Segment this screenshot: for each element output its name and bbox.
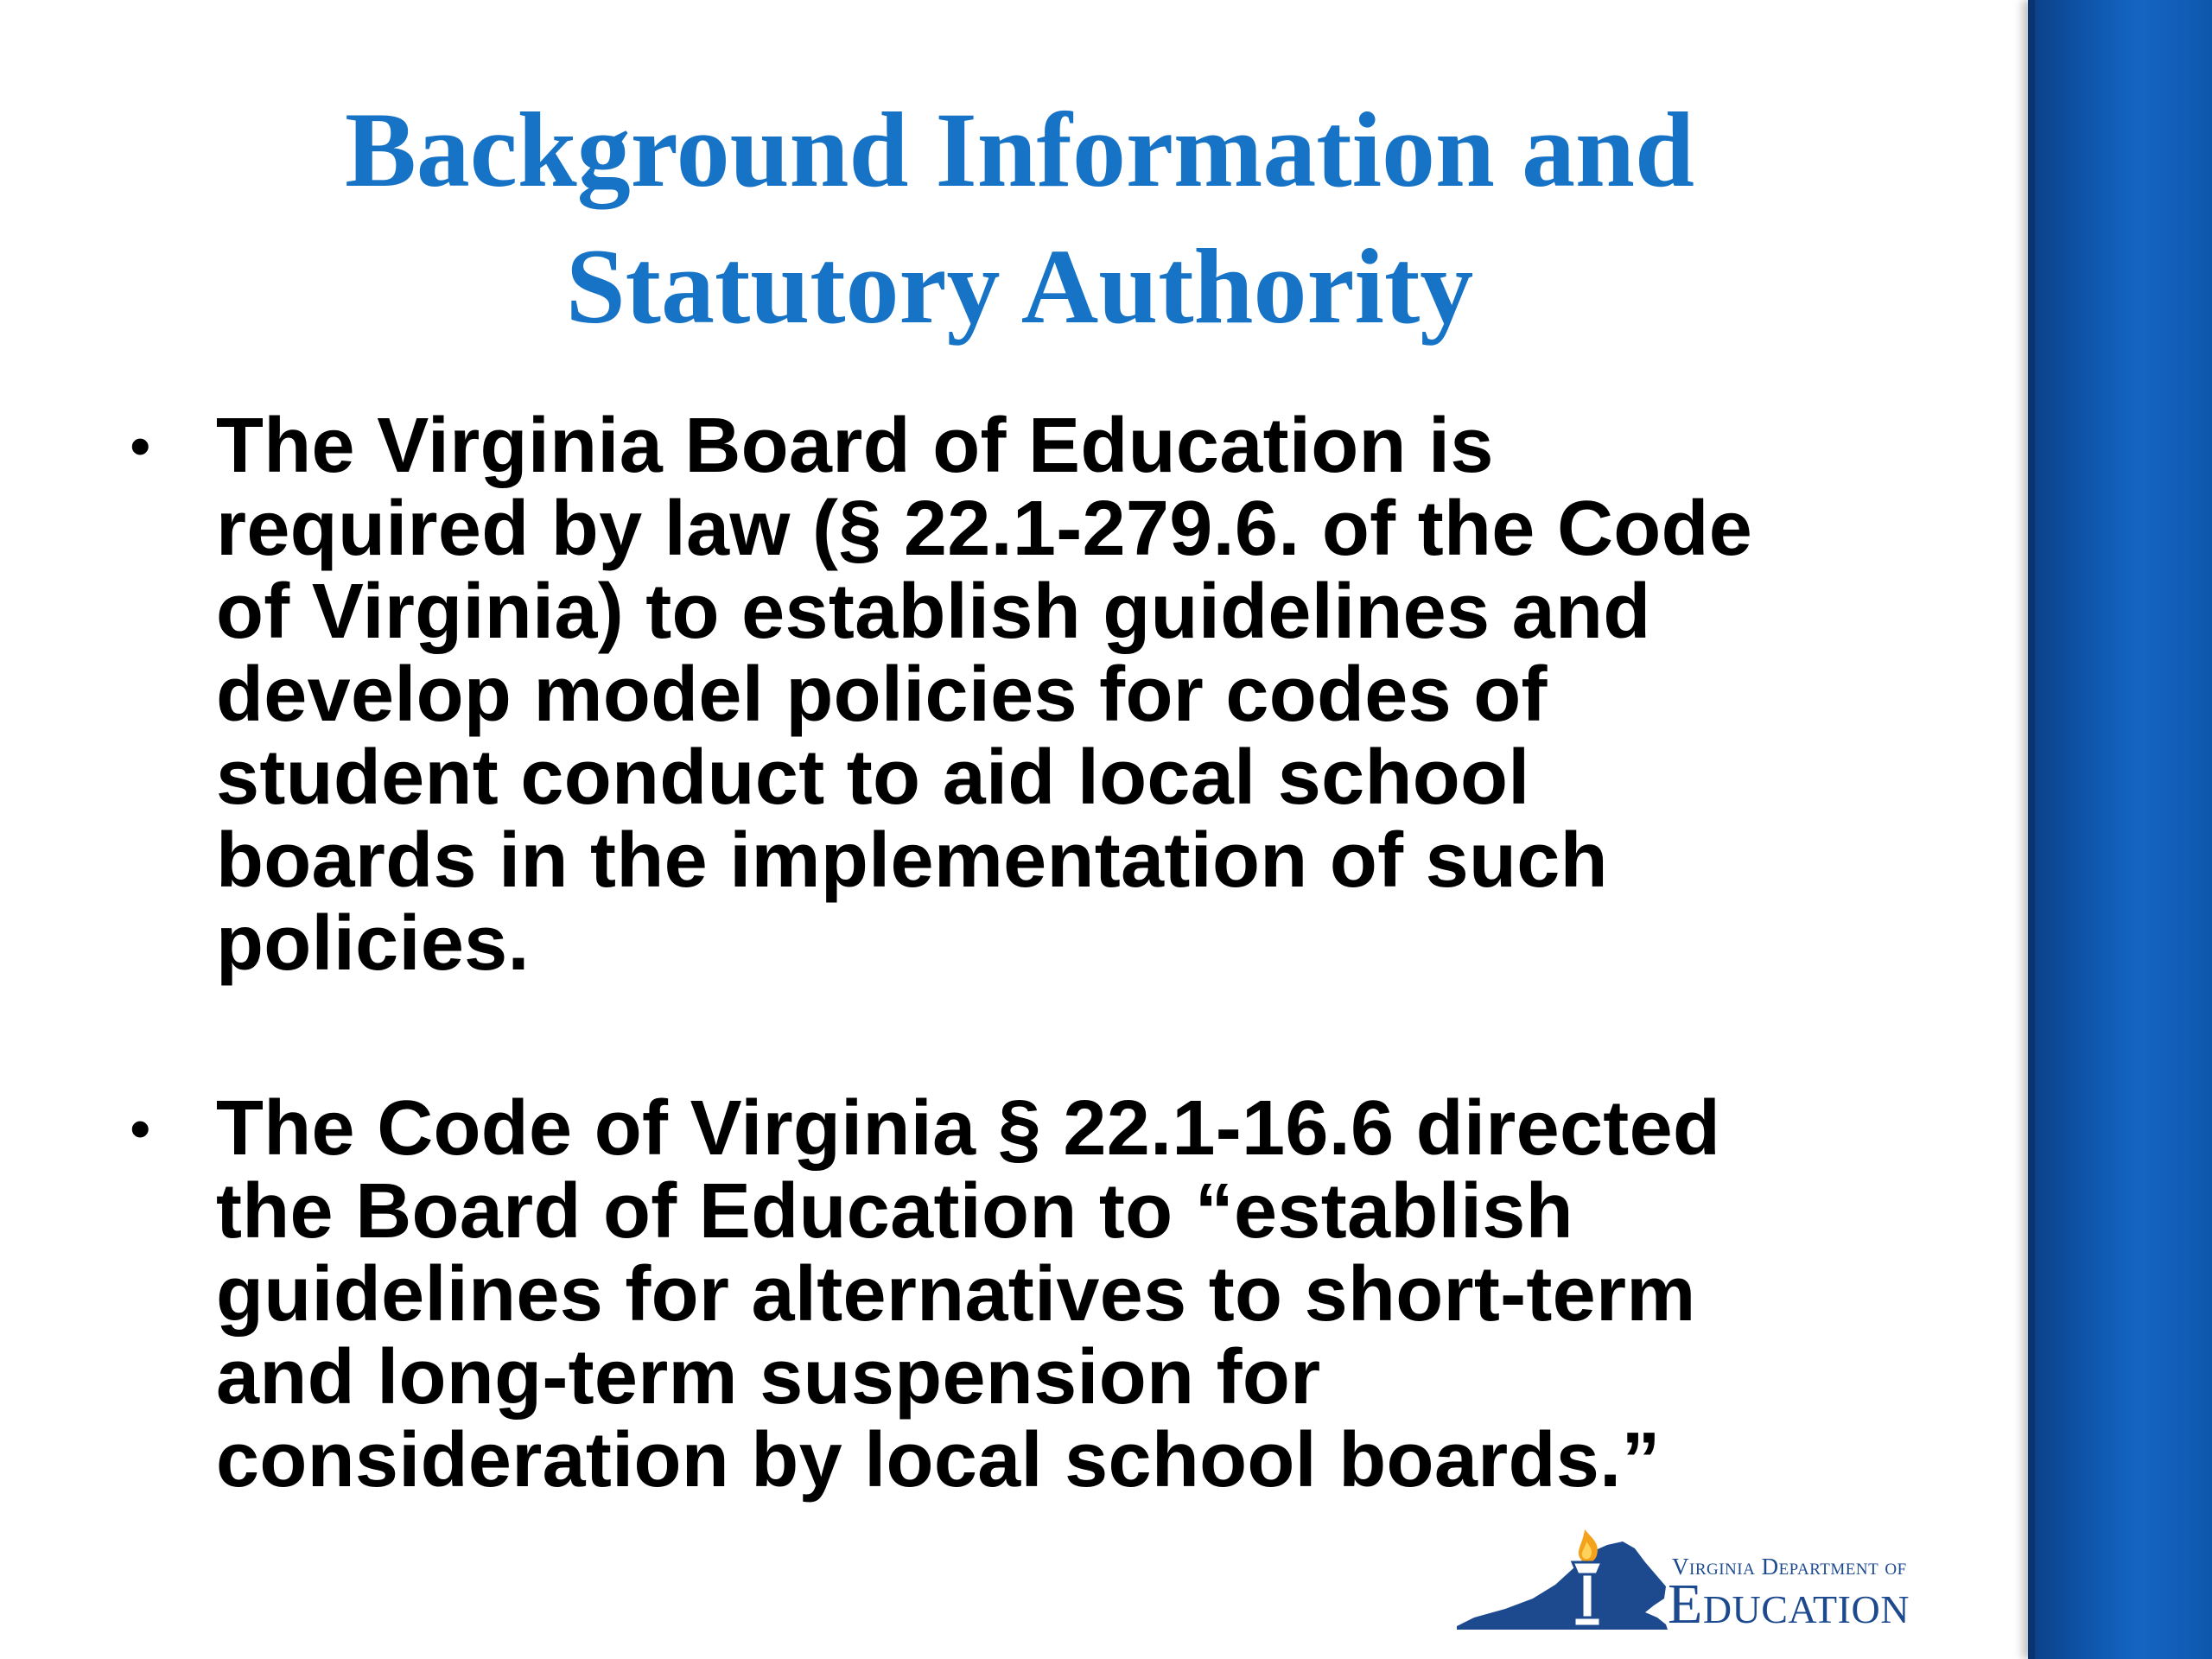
bullet-line: The Code of Virginia § 22.1-16.6 directed	[216, 1085, 1721, 1172]
bullet-line: student conduct to aid local school	[216, 734, 1530, 821]
bullet-line: of Virginia) to establish guidelines and	[216, 569, 1651, 655]
title-line-1: Background Information and	[345, 91, 1694, 209]
bullet-text	[216, 404, 1944, 985]
bullet-text	[216, 1087, 1944, 1502]
virginia-torch-icon	[1453, 1522, 1669, 1635]
bullet-line: boards in the implementation of such	[216, 817, 1608, 904]
bullet-line: consideration by local school boards.”	[216, 1417, 1661, 1503]
bullet-item-1	[130, 404, 1944, 985]
vdoe-logo	[1453, 1522, 2006, 1635]
title-line-2: Statutory Authority	[565, 227, 1474, 346]
bullet-line: guidelines for alternatives to short-term	[216, 1251, 1696, 1338]
slide-title	[121, 82, 1918, 355]
bullet-marker: •	[130, 1095, 151, 1162]
bullet-item-2	[130, 1087, 1944, 1502]
bullet-line: the Board of Education to “establish	[216, 1168, 1573, 1255]
bullet-line: and long-term suspension for	[216, 1334, 1321, 1421]
logo-text-top: Virginia Department of	[1672, 1554, 1907, 1580]
logo-text-bottom: Education	[1668, 1573, 1910, 1636]
bullet-line: develop model policies for codes of	[216, 652, 1548, 738]
bullet-line: The Virginia Board of Education is	[216, 403, 1494, 489]
bullet-marker: •	[130, 412, 151, 480]
bullet-line: policies.	[216, 900, 530, 987]
bullet-line: required by law (§ 22.1-279.6. of the Code	[216, 486, 1753, 572]
bullet-list	[130, 404, 1944, 1502]
side-band	[2028, 0, 2212, 1659]
